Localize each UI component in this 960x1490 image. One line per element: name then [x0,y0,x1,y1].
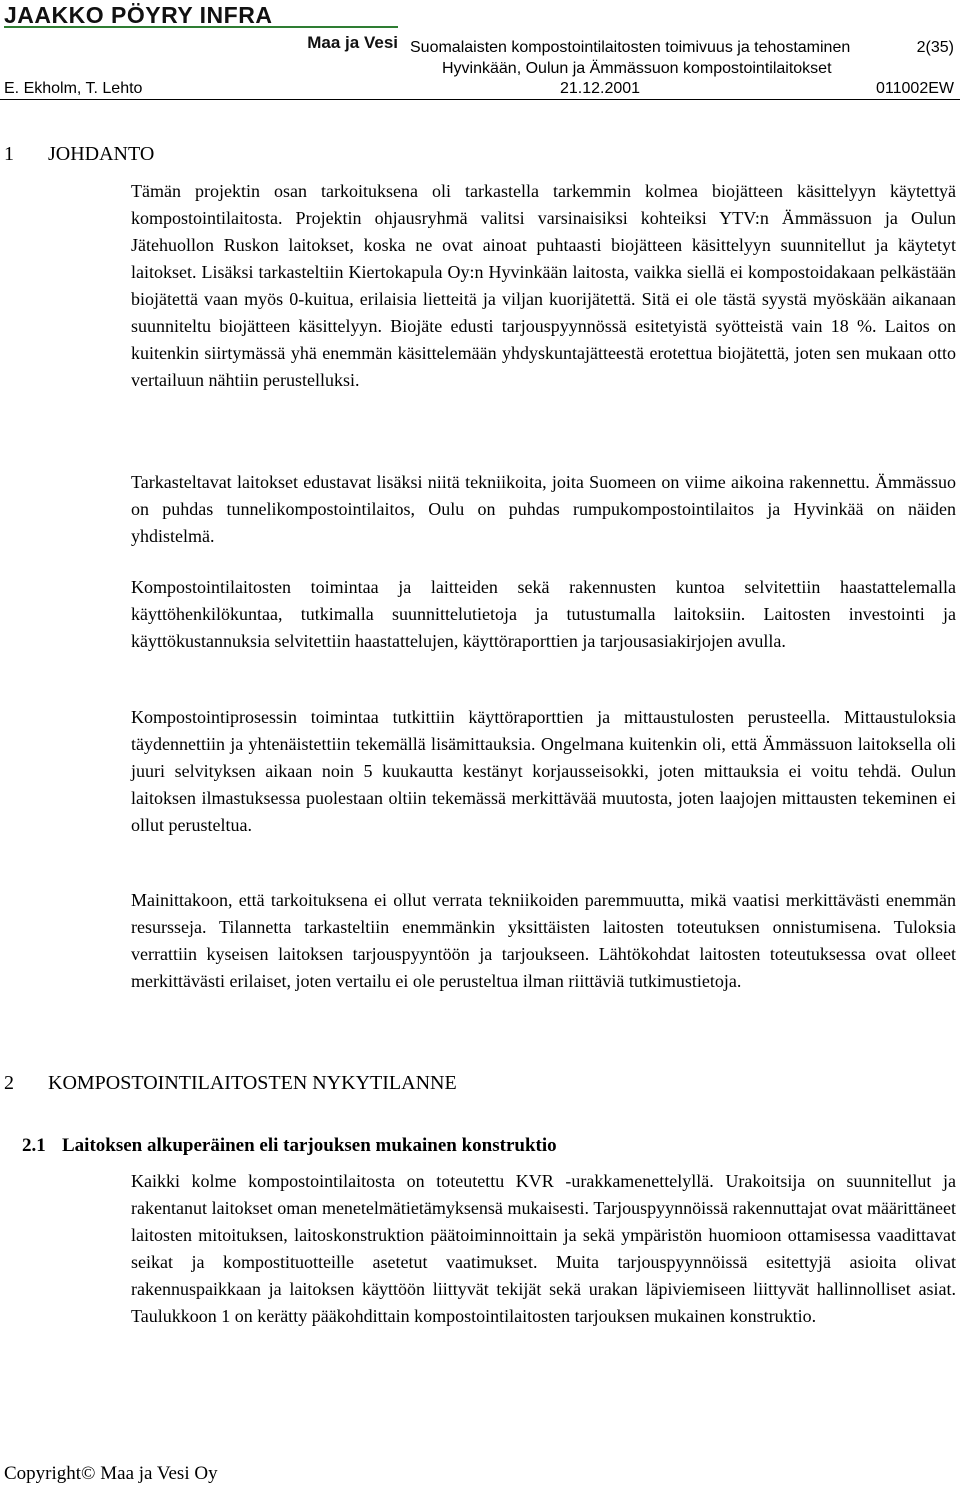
subsection-number: 2.1 [22,1135,46,1156]
section-title: KOMPOSTOINTILAITOSTEN NYKYTILANNE [48,1072,457,1094]
subsection-title: Laitoksen alkuperäinen eli tarjouksen mukainen konstruktio [62,1135,557,1156]
paragraph: Tarkasteltavat laitokset edustavat lisäksi niitä tekniikoita, joita Suomeen on viime aikoina rakennettu. Ämmässuo on puhdas tunnelikompostointilaitos, Oulu on puhdas rumpukompostointilaitos ja Hyvinkää on näiden yhdistelmä. [131,472,956,546]
subsection-heading-2-1 [22,1134,557,1158]
section-heading-2 [4,1071,457,1095]
section-heading-1 [4,142,154,166]
section-number: 2 [4,1072,14,1094]
logo-main-text: JAAKKO PÖYRY INFRA [4,2,398,28]
paragraph: Kaikki kolme kompostointilaitosta on toteutettu KVR -urakkamenettelyllä. Urakoitsija on suunnitellut ja rakentanut laitokset oman menetelmätietämyksensä mukaisesti. Tarjouspyynnöissä rakennuttajat ovat määrittäneet laitosten mitoituksen, laitoskonstruktion päätoiminnoittain ja sekä ympäristön huomioon ottamisessa vaadittavat seikat ja kompostituotteille asetetut vaatimukset. Muita tarjouspyynnöissä esitettyjä asioita olivat rakennuspaikkaan ja laitoksen käyttöön liittyvät tekijät sekä urakan läpiviemiseen liittyvät hallinnolliset asiat. Taulukkoon 1 on kerätty pääkohdittain kompostointilaitosten tarjouksen mukainen konstruktio. [131,1171,956,1326]
logo-sub-text: Maa ja Vesi [307,33,398,52]
paragraph: Tämän projektin osan tarkoituksena oli tarkastella tarkemmin kolmea biojätteen käsittelyyn käytettyä kompostointilaitosta. Projektin ohjausryhmä valitsi varsinaisiksi kohteiksi YTV:n Ämmässuon ja Oulun Jätehuollon Ruskon laitokset, koska ne ovat ainoat puhtaasti biojätteen käsittelyyn suunnitellut ja käytetyt laitokset. Lisäksi tarkasteltiin Kiertokapula Oy:n Hyvinkään laitosta, vaikka siellä ei kompostoidakaan pelkästään biojätettä vaan myös 0-kuitua, erilaisia lietteitä ja viljan kuorijätettä. Sitä ei ole tästä syystä myöskään aikanaan suunniteltu biojätteen käsittelyyn. Biojäte edusti tarjouspyynnössä esitetyistä syötteistä vain 18 %. Laitos on kuitenkin siirtymässä yhä enemmän käsittelemään yhdyskuntajätteestä erotettua biojätettä, joten sen mukaan otto vertailuun nähtiin perustelluksi. [131,181,956,390]
company-logo [4,2,398,58]
paragraph: Kompostointiprosessin toimintaa tutkittiin käyttöraporttien ja mittaustulosten perusteella. Mittaustuloksia täydennettiin ja yhtenäistettiin tekemällä lisämittauksia. Ongelmana kuitenkin oli, että Ämmässuon laitoksella oli juuri selvityksen aikaan noin 5 kuukautta kestänyt korjausseisokki, joten mittauksia ei voitu tehdä. Oulun laitoksen ilmastuksessa puolestaan oltiin tekemässä merkittävää muutosta, joten laajojen mittausten tekeminen ei ollut perusteltua. [131,707,956,835]
section-title: JOHDANTO [48,143,155,165]
document-code: 011002EW [876,80,954,97]
page-number: 2(35) [916,39,954,56]
document-subtitle: Hyvinkään, Oulun ja Ämmässuon kompostointilaitokset [442,60,832,77]
copyright-footer: Copyright© Maa ja Vesi Oy [4,1463,218,1484]
paragraph: Mainittakoon, että tarkoituksena ei ollut verrata tekniikoiden paremmuutta, mikä vaatisi merkittävästi enemmän resursseja. Tilannetta tarkasteltiin enemmänkin yksittäisten laitosten toteutuksen onnistumisena. Tuloksia verrattiin kyseisen laitoksen tarjouspyyntöön ja tarjoukseen. Lähtökohdat laitosten toteutuksessa ovat olleet merkittävästi erilaiset, joten vertailu ei ole perusteltua ilman riittäviä tutkimustietoja. [131,890,956,991]
document-authors: E. Ekholm, T. Lehto [4,80,143,97]
paragraph: Kompostointilaitosten toimintaa ja laitteiden sekä rakennusten kuntoa selvitettiin haastattelemalla käyttöhenkilökuntaa, tutkimalla suunnittelutietoja ja tutustumalla laitoksiin. Laitosten investointi ja käyttökustannuksia selvitettiin haastattelujen, käyttöraporttien ja tarjousasiakirjojen avulla. [131,577,956,651]
section-number: 1 [4,143,14,165]
header-divider [0,99,960,100]
document-title: Suomalaisten kompostointilaitosten toimivuus ja tehostaminen [410,39,851,56]
document-date: 21.12.2001 [560,80,641,97]
